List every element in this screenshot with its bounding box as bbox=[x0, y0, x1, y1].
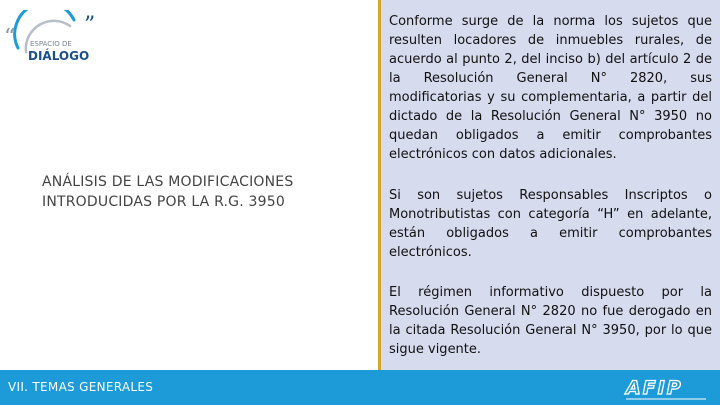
paragraph-1: Conforme surge de la norma los sujetos que resulten locadores de inmuebles rurales, de acuerdo al punto 2, del inciso b) del artículo 2 de la Resolución General N° 2820, sus modificatorias y su complementaria, a partir del dictado de la Resolución General N° 3950 no quedan obligados a emitir comprobantes electrónicos con datos adicionales. bbox=[389, 14, 712, 162]
paragraph-2: Si son sujetos Responsables Inscriptos o Monotributistas con categoría “H” en adelante, están obligados a emitir comprobantes electrónicos. bbox=[389, 188, 712, 260]
section-title: ANÁLISIS DE LAS MODIFICACIONES INTRODUCIDAS POR LA R.G. 3950 bbox=[42, 174, 294, 210]
footer-bar bbox=[0, 370, 720, 405]
logo-bottom-text: DIÁLOGO bbox=[28, 49, 90, 63]
logo-top-text: ESPACIO DE bbox=[30, 40, 72, 48]
footer-section-label: VII. TEMAS GENERALES bbox=[8, 380, 154, 394]
logo-close-quote: ” bbox=[84, 13, 96, 38]
espacio-de-dialogo-logo bbox=[4, 10, 104, 70]
paragraph-3: El régimen informativo dispuesto por la Resolución General N° 2820 no fue derogado en la citada Resolución General N° 3950, por lo que sigue vigente. bbox=[389, 285, 712, 357]
content-panel bbox=[378, 0, 720, 370]
afip-logo bbox=[620, 374, 712, 402]
afip-logo-text: AFIP bbox=[626, 377, 683, 399]
logo-open-quote: “ bbox=[4, 25, 16, 50]
